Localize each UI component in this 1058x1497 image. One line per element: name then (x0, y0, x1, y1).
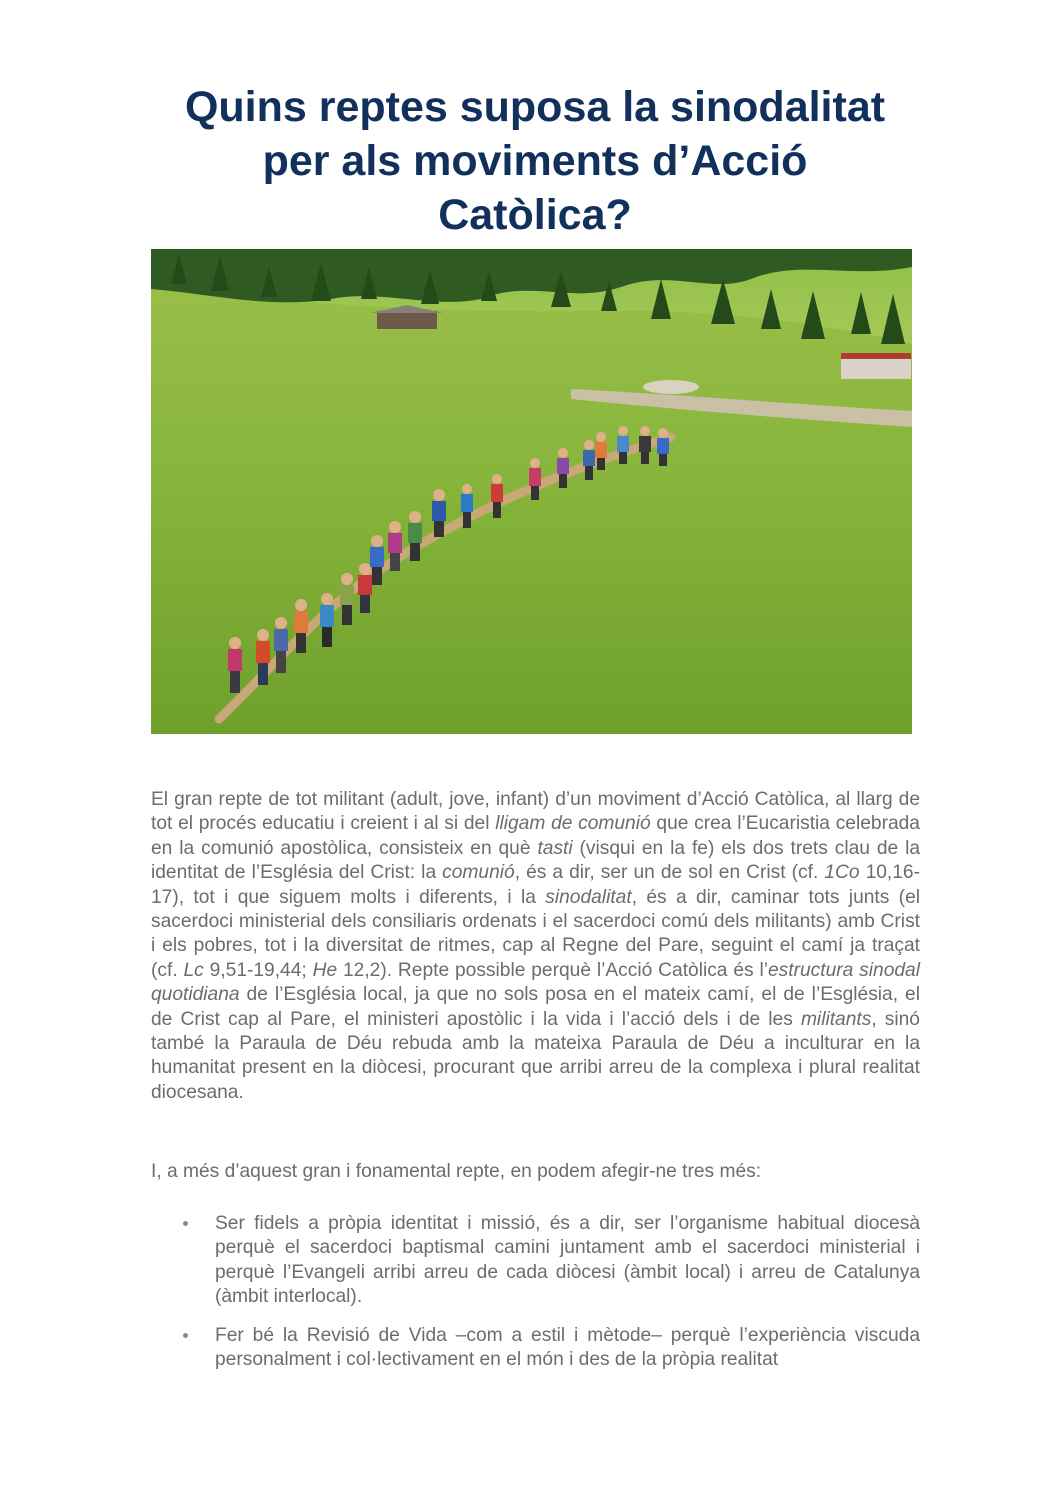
p1-text: , sinó també la Paraula de Déu rebuda amb la mateixa Paraula de Déu a inculturar en la humanitat present en la diòcesi, procurant que arribi arreu de la complexa i plural realitat diocesana. (151, 1008, 920, 1103)
p1-text: 12,2). Repte possible perquè l’Acció Catòlica és l’ (337, 959, 768, 981)
hikers-photo (151, 249, 912, 734)
intro-paragraph (151, 788, 920, 1105)
p1-emphasis: tasti (537, 837, 573, 859)
p1-text: 9,51-19,44; (203, 959, 313, 981)
p1-emphasis: lligam de comunió (495, 813, 651, 835)
challenges-list (151, 1212, 920, 1386)
list-item-text: Fer bé la Revisió de Vida –com a estil i mètode– perquè l’experiència viscuda personalment i col·lectivament en el món i des de la pròpia realitat (215, 1324, 920, 1371)
p1-emphasis: estructura sinodal quotidiana (151, 959, 920, 1006)
bullet-dot (183, 1333, 188, 1338)
p1-text: El gran repte de tot militant (adult, jove, infant) d’un moviment d’Acció Catòlica, al llarg de tot el procés educatiu i creient i al si del (151, 789, 920, 835)
second-paragraph: I, a més d’aquest gran i fonamental repte, en podem afegir-ne tres més: (151, 1161, 762, 1182)
title-line-3: Catòlica? (438, 191, 632, 239)
p1-emphasis: sinodalitat (545, 886, 632, 908)
p1-text: 10,16-17), tot i que siguem molts i diferents, i la (151, 862, 920, 908)
p1-text: (visqui en la fe) els dos trets clau de la identitat de l’Església del Crist: la (151, 837, 920, 884)
page-title (120, 80, 950, 242)
p1-text: , és a dir, caminar tots junts (el sacerdoci ministerial dels consiliaris ordenats i el sacerdoci comú dels militants) amb Crist i els pobres, tot i la diversitat de ritmes, cap al Regne del Pare, seguint el camí ja traçat (cf. (151, 886, 921, 981)
bullet-dot (183, 1221, 188, 1226)
p1-text: de l’Església local, ja que no sols posa en el mateix camí, el de l’Església, el de Crist cap al Pare, el ministeri apostòlic i la vida i l’acció dels i de les (151, 984, 920, 1030)
p1-emphasis: militants (800, 1008, 872, 1030)
title-line-1: Quins reptes suposa la sinodalitat (184, 83, 886, 131)
p1-emphasis: comunió (442, 862, 515, 884)
p1-emphasis: 1Co (824, 862, 860, 884)
p1-text: , és a dir, ser un de sol en Crist (cf. (514, 862, 825, 884)
list-item-text: Ser fidels a pròpia identitat i missió, és a dir, ser l’organisme habitual diocesà perquè el sacerdoci baptismal camini juntament amb el sacerdoci ministerial i perquè l’Evangeli arribi arreu de cada diòcesi (àmbit local) i arreu de Catalunya (àmbit interlocal). (215, 1213, 920, 1308)
list-item (151, 1324, 920, 1373)
p1-text: que crea l’Eucaristia celebrada en la comunió apostòlica, consisteix en què (151, 813, 920, 859)
p1-emphasis: He (312, 959, 338, 981)
title-line-2: per als moviments d’Acció (262, 137, 808, 185)
p1-emphasis: Lc (183, 959, 204, 981)
list-item (151, 1212, 920, 1310)
